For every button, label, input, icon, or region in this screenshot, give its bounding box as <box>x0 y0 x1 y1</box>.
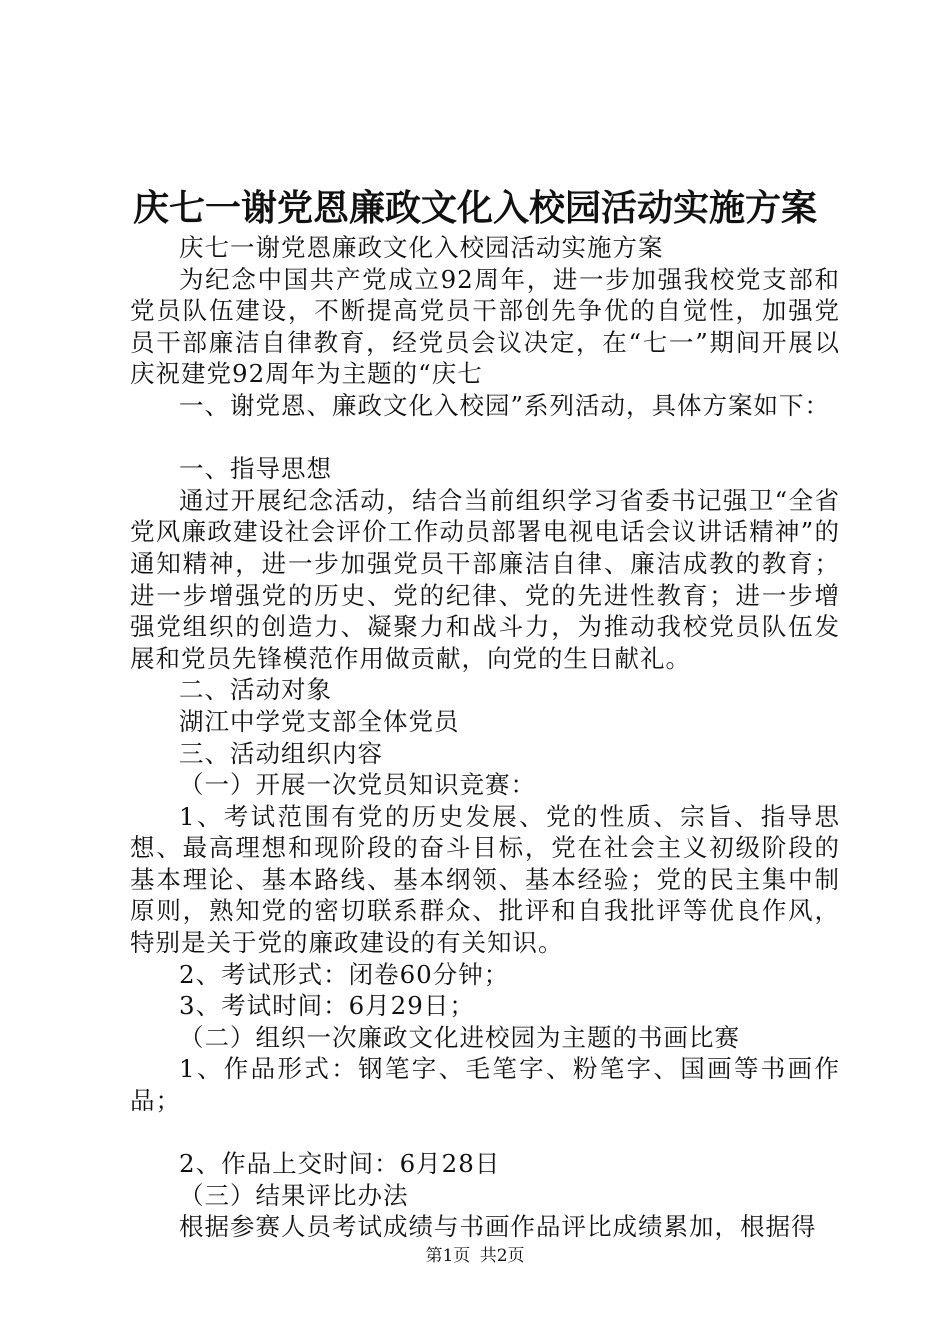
blank-line <box>130 422 840 454</box>
list-item-exam-scope: 1、考试范围有党的历史发展、党的性质、宗旨、指导思想、最高理想和现阶段的奋斗目标，党在社会主义初级阶段的基本理论、基本路线、基本纲领、基本经验；党的民主集中制原则，熟知党的密切联系群众、批评和自我批评等优良作风，特别是关于党的廉政建设的有关知识。 <box>130 801 840 958</box>
paragraph-target: 湖江中学党支部全体党员 <box>179 706 460 736</box>
document-title: 庆七一谢党恩廉政文化入校园活动实施方案 <box>132 187 817 229</box>
subsection-heading-calligraphy: （二）组织一次廉政文化进校园为主题的书画比赛 <box>179 1022 740 1052</box>
subsection-heading-quiz: （一）开展一次党员知识竞赛： <box>179 770 536 800</box>
subsection-heading-evaluation: （三）结果评比办法 <box>179 1180 409 1210</box>
list-item-exam-date: 3、考试时间：6月29日； <box>179 991 475 1021</box>
page-footer <box>0 1244 950 1268</box>
section-heading-content: 三、活动组织内容 <box>179 738 383 768</box>
list-item-exam-format: 2、考试形式：闭卷60分钟； <box>179 959 510 989</box>
page-number: 第1页 <box>425 1246 471 1266</box>
list-item-work-form: 1、作品形式：钢笔字、毛笔字、粉笔字、国画等书画作品； <box>130 1054 840 1116</box>
paragraph-evaluation: 根据参赛人员考试成绩与书画作品评比成绩累加，根据得 <box>179 1212 817 1242</box>
paragraph-guiding-thought: 通过开展纪念活动，结合当前组织学习省委书记强卫“全省党风廉政建设社会评价工作动员部署电视电话会议讲话精神”的通知精神，进一步加强党员干部廉洁自律、廉洁成教的教育；进一步增强党的历史、党的纪律、党的先进性教育；进一步增强党组织的创造力、凝聚力和战斗力，为推动我校党员队伍发展和党员先锋模范作用做贡献，向党的生日献礼。 <box>130 485 840 673</box>
paragraph-intro-cont: 一、谢党恩、廉政文化入校园”系列活动，具体方案如下： <box>179 390 831 420</box>
section-heading-guiding-thought: 一、指导思想 <box>179 454 332 484</box>
paragraph-subtitle: 庆七一谢党恩廉政文化入校园活动实施方案 <box>179 233 664 262</box>
page-total: 共2页 <box>479 1246 525 1266</box>
section-heading-target: 二、活动对象 <box>179 675 332 705</box>
paragraph-intro: 为纪念中国共产党成立92周年，进一步加强我校党支部和党员队伍建设，不断提高党员干部创先争优的自觉性，加强党员干部廉洁自律教育，经党员会议决定，在“七一”期间开展以庆祝建党92周年为主题的“庆七 <box>130 264 840 389</box>
document-body <box>130 232 840 1243</box>
blank-line <box>130 1117 840 1149</box>
list-item-submit-date: 2、作品上交时间：6月28日 <box>179 1149 501 1179</box>
